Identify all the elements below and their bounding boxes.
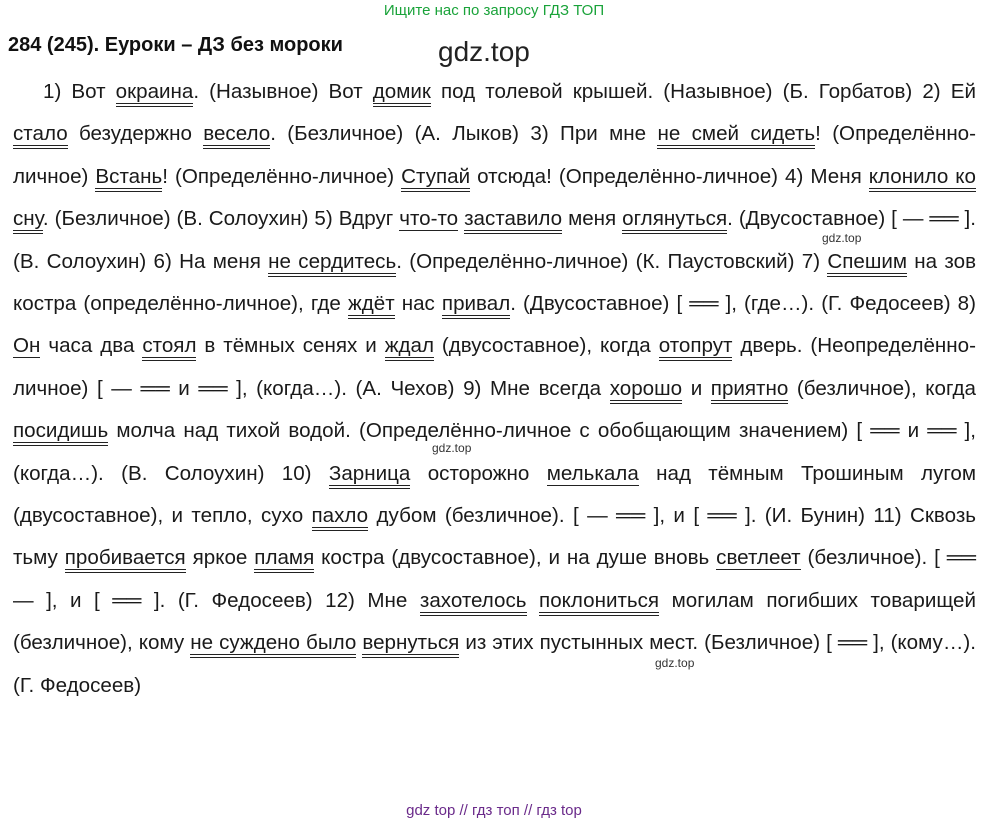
predicate-underline: пламя bbox=[254, 546, 314, 573]
predicate-underline: не суждено было bbox=[190, 631, 356, 658]
predicate-underline: оглянуться bbox=[622, 207, 727, 234]
predicate-underline: клонило ко сну bbox=[13, 165, 976, 234]
predicate-underline: не смей сидеть bbox=[657, 122, 815, 149]
predicate-underline: пахло bbox=[312, 504, 369, 531]
text-segment: молча над тихой водой. (Определённо-личное с обобщающим значением) [ ══ и ══ ], (когда…). (В. Солоухин) 10) bbox=[13, 419, 976, 485]
text-segment: безудержно bbox=[67, 122, 204, 146]
text-segment: (двусоставное), когда bbox=[433, 334, 659, 358]
text-segment: над тёмным Трошиным лугом (двусоставное), и тепло, сухо bbox=[13, 461, 977, 528]
subject-underline: Он bbox=[13, 334, 41, 358]
watermark: gdz.top bbox=[432, 441, 472, 455]
predicate-underline: вернуться bbox=[362, 631, 459, 658]
text-segment: . (Определённо-личное) (К. Паустовский) 7) bbox=[396, 249, 828, 273]
text-segment: яркое bbox=[185, 546, 255, 570]
subject-underline: что-то bbox=[399, 207, 459, 231]
text-segment: дубом (безличное). [ — ══ ], и [ ══ ]. (И. Бунин) 11) Сквозь тьму bbox=[13, 504, 977, 570]
text-segment: . (Двусоставное) [ — ══ ]. (В. Солоухин) 6) На меня bbox=[13, 207, 976, 273]
subject-underline: домик bbox=[373, 80, 431, 107]
predicate-underline: ждёт bbox=[348, 292, 395, 319]
text-segment: костра (двусоставное), и на душе вновь bbox=[314, 546, 717, 570]
predicate-underline: Встань bbox=[95, 165, 162, 192]
brand-watermark: gdz.top bbox=[438, 36, 530, 67]
text-segment: ! (Определённо-личное) bbox=[162, 164, 402, 188]
text-segment: . (Назывное) Вот bbox=[193, 80, 373, 103]
text-segment: на зов костра (определённо-личное), где bbox=[13, 249, 977, 316]
text-segment: отсюда! (Определённо-личное) 4) Меня bbox=[470, 164, 869, 188]
predicate-underline: хорошо bbox=[610, 377, 682, 404]
predicate-underline: не сердитесь bbox=[268, 250, 396, 277]
text-segment: из этих пустынных мест. (Безличное) [ ══ ], (кому…). (Г. Федосеев) bbox=[13, 631, 976, 697]
predicate-underline: заставило bbox=[464, 207, 562, 234]
text-segment: осторожно bbox=[410, 461, 547, 485]
text-segment: в тёмных сенях и bbox=[196, 334, 385, 358]
text-segment: могилам погибших товарищей (безличное), кому bbox=[13, 588, 976, 655]
text-segment: 1) Вот bbox=[43, 80, 116, 103]
text-segment: под толевой крышей. (Назывное) (Б. Горбатов) 2) Ей bbox=[430, 80, 976, 103]
exercise-body bbox=[13, 71, 976, 707]
subject-underline: окраина bbox=[116, 80, 194, 107]
predicate-underline: захотелось bbox=[420, 589, 527, 616]
text-segment: дверь. (Неопределённо-личное) [ — ══ и ══ ], (когда…). (А. Чехов) 9) Мне всегда bbox=[13, 334, 976, 400]
predicate-underline: стоял bbox=[142, 334, 196, 361]
predicate-underline: поклониться bbox=[539, 589, 659, 616]
subject-underline: светлеет bbox=[716, 546, 801, 570]
text-segment: и bbox=[682, 376, 711, 400]
top-banner[interactable]: Ищите нас по запросу ГДЗ ТОП bbox=[383, 2, 605, 19]
text-segment: (безличное). [ ══ — ], и [ ══ ]. (Г. Федосеев) 12) Мне bbox=[13, 546, 976, 612]
predicate-underline: стало bbox=[13, 122, 68, 149]
watermark: gdz.top bbox=[822, 231, 862, 245]
predicate-underline: Ступай bbox=[401, 165, 470, 192]
predicate-underline: приятно bbox=[711, 377, 789, 404]
text-segment: нас bbox=[394, 292, 442, 316]
exercise-heading: 284 (245). Еуроки – ДЗ без мороки bbox=[8, 34, 343, 56]
predicate-underline: весело bbox=[203, 122, 270, 149]
text-segment: меня bbox=[562, 207, 623, 231]
text-segment bbox=[527, 589, 540, 612]
text-segment: (безличное), когда bbox=[788, 376, 977, 400]
bottom-banner[interactable]: gdz top // гдз топ // гдз top bbox=[406, 802, 582, 819]
text-segment: . (Безличное) (В. Солоухин) 5) Вдруг bbox=[42, 207, 400, 231]
subject-underline: мелькала bbox=[546, 461, 639, 485]
text-segment: . (Безличное) (А. Лыков) 3) При мне bbox=[270, 122, 658, 146]
predicate-underline: посидишь bbox=[13, 419, 108, 446]
predicate-underline: пробивается bbox=[65, 546, 186, 573]
text-segment: ! (Определённо-личное) bbox=[13, 122, 976, 188]
text-segment: . (Двусоставное) [ ══ ], (где…). (Г. Федосеев) 8) bbox=[510, 292, 976, 316]
text-segment: часа два bbox=[40, 334, 143, 358]
predicate-underline: Зарница bbox=[329, 462, 410, 489]
predicate-underline: отопрут bbox=[659, 334, 733, 361]
predicate-underline: привал bbox=[442, 292, 510, 319]
predicate-underline: Спешим bbox=[827, 250, 907, 277]
predicate-underline: ждал bbox=[385, 334, 434, 361]
watermark: gdz.top bbox=[655, 656, 695, 670]
